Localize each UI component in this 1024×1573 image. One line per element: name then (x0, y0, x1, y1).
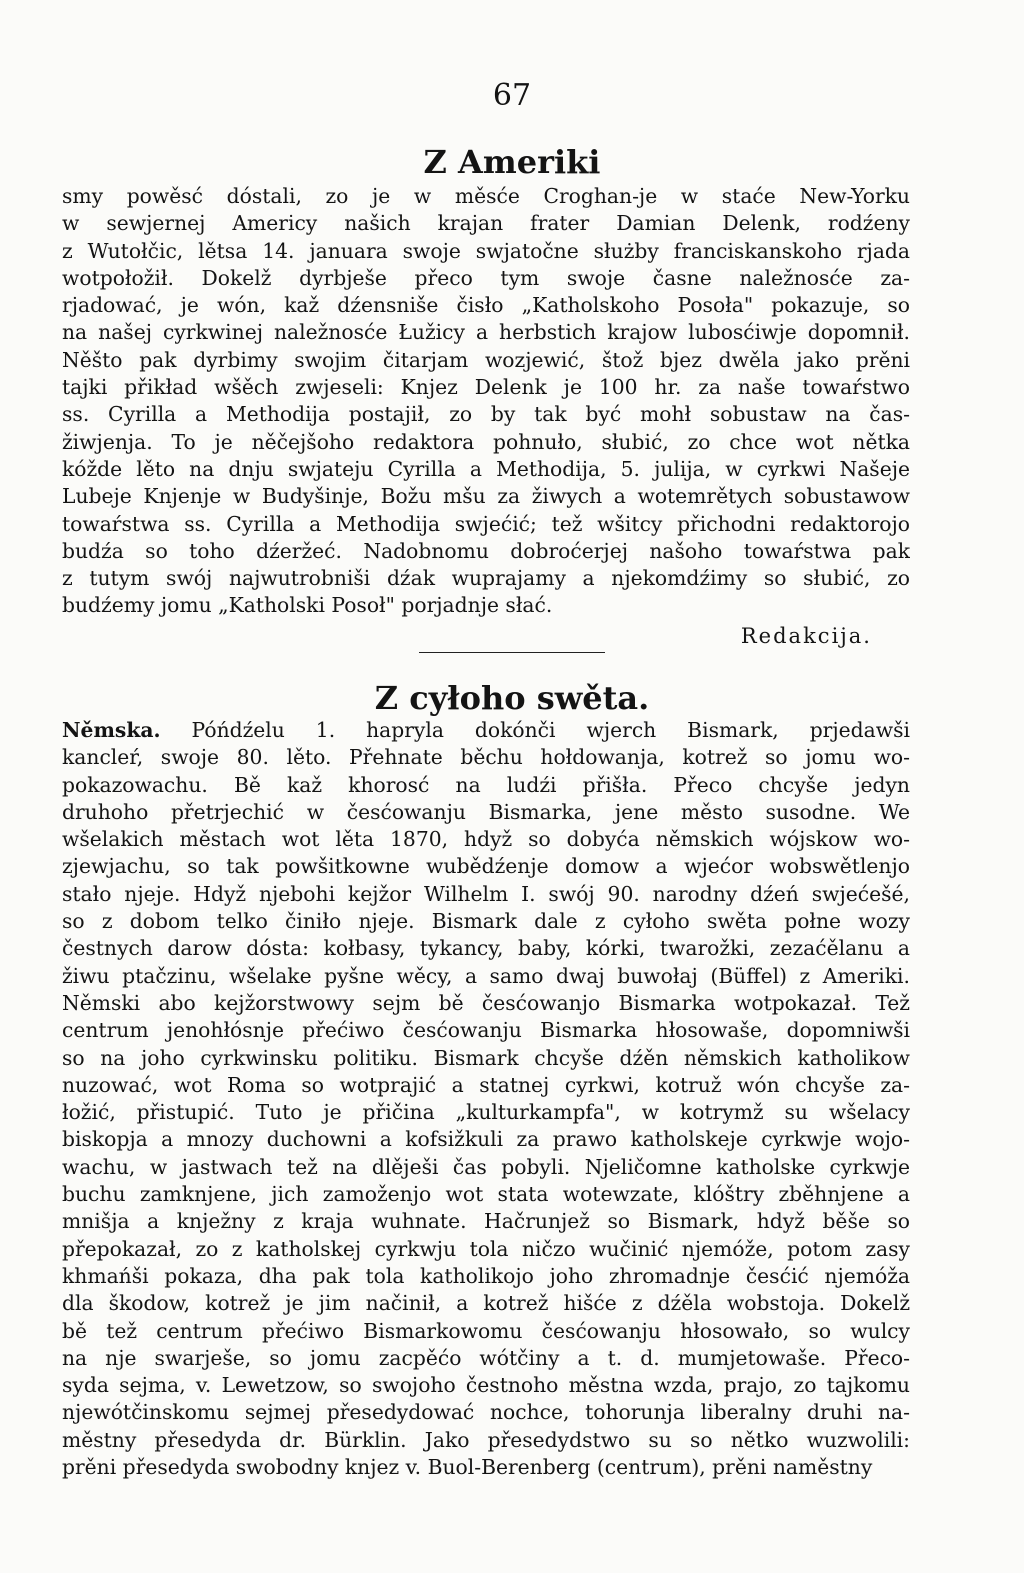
text-line (62, 717, 910, 744)
section-title-world: Z cyłoho swěta. (374, 679, 650, 717)
text-line: žiwu ptačzinu, wšelake pyšne wěcy, a samo dwaj buwołaj (Büffel) z Ameriki. (62, 963, 910, 988)
section-america-body (62, 183, 910, 620)
text-line: bě tež centrum přećiwo Bismarkowomu česćowanju hłosowało, so wulcy (62, 1318, 910, 1343)
text-line: łožić, přistupić. Tuto je přičina „kulturkampfa", w kotrymž su wšelacy (62, 1100, 910, 1125)
page-number: 67 (492, 78, 532, 113)
text-line: khmańši pokaza, dha pak tola katholikojo joho zhromadnje česćić njemóža (62, 1263, 910, 1288)
text-line: z Wutołčic, lětsa 14. januara swoje swjatočne służby franciskanskoho rjada (62, 238, 910, 263)
text-line: njewótčinskomu sejmej přesedydować nochce, tohorunja liberalny druhi na- (62, 1400, 910, 1425)
text-line: wotpołožił. Dokelž dyrbješe přeco tym swoje časne naležnosće za- (62, 265, 910, 290)
text-line: druhoho přetrjechić w česćowanju Bismarka, jene město susodne. We (62, 799, 910, 824)
text-line: buchu zamknjene, jich zamoženjo wot stata wotewzate, klóštry zběhnjene a (62, 1182, 910, 1207)
text-line: dla škodow, kotrež je jim načinił, a kotrež hišće z dźěla wobstoja. Dokelž (62, 1291, 910, 1316)
text-line: wachu, w jastwach tež na dlěješi čas pobyli. Njeličomne katholske cyrkwje (62, 1154, 910, 1179)
text-line: centrum jenohłósnje přećiwo česćowanju Bismarka hłosowaše, dopomniwši (62, 1018, 910, 1043)
text-line: na nje swarješe, so jomu zacpěćo wótčiny a t. d. mumjetowaše. Přeco- (62, 1345, 910, 1370)
text-line: nuzować, wot Roma so wotprajić a statnej cyrkwi, kotruž wón chcyše za- (62, 1072, 910, 1097)
text-line: syda sejma, v. Lewetzow, so swojoho čestnoho městna wzda, prajo, zo tajkomu (62, 1373, 910, 1398)
text-line: biskopja a mnozy duchowni a kofsižkuli za prawo katholskeje cyrkwje wojo- (62, 1127, 910, 1152)
text-line: stało njeje. Hdyž njebohi kejžor Wilhelm I. swój 90. narodny dźeń swjećešé, (62, 881, 910, 906)
section-world-body (62, 717, 910, 1481)
text-line-rest: Póńdźelu 1. hapryla dokónči wjerch Bismark, prjedawši (160, 718, 910, 742)
text-line: Něšto pak dyrbimy swojim čitarjam wozjewić, štož bjez dwěla jako prěni (62, 347, 910, 372)
text-line: mnišja a knježny z kraja wuhnate. Hačrunjež so Bismark, hdyž běše so (62, 1209, 910, 1234)
country-heading: Němska. (62, 718, 161, 742)
text-line: rjadować, je wón, kaž dźensniše čisło „Katholskoho Posoła" pokazuje, so (62, 293, 910, 318)
text-line: čestnych darow dósta: kołbasy, tykancy, baby, kórki, twarožki, zezaćělanu a (62, 936, 910, 961)
text-line: so z dobom telko činiło njeje. Bismark dale z cyłoho swěta połne wozy (62, 909, 910, 934)
text-line: smy powěsć dóstali, zo je w měsće Croghan-je w staće New-Yorku (62, 184, 910, 208)
text-line: kóžde lěto na dnju swjateju Cyrilla a Methodija, 5. julija, w cyrkwi Našeje (62, 456, 910, 481)
text-line: ss. Cyrilla a Methodija postajił, zo by tak być mohł sobustaw na čas- (62, 402, 910, 427)
section-divider (419, 652, 605, 653)
text-line: žiwjenja. To je něčejšoho redaktora pohnuło, słubić, zo chce wot nětka (62, 429, 910, 454)
text-line: Němski abo kejžorstwowy sejm bě česćowanjo Bismarka wotpokazał. Tež (62, 990, 910, 1015)
text-line: tajki přikład wšěch zwjeseli: Knjez Delenk je 100 hr. za naše towaŕstwo (62, 375, 910, 400)
text-line: w sewjernej Americy našich krajan frater Damian Delenk, rodźeny (62, 211, 910, 236)
text-line: městny přesedyda dr. Bürklin. Jako přesedydstwo su so nětko wuzwolili: (62, 1427, 910, 1452)
text-line: budźemy jomu „Katholski Posoł" porjadnje słać. (62, 593, 553, 618)
text-line: prěni přesedyda swobodny knjez v. Buol-Berenberg (centrum), prěni naměstny (62, 1455, 873, 1480)
text-line: přepokazał, zo z katholskej cyrkwju tola ničzo wučinić njemóže, potom zasy (62, 1236, 910, 1261)
text-line: Lubeje Knjenje w Budyšinje, Božu mšu za žiwych a wotemrětych sobustawow (62, 484, 910, 509)
text-line: towaŕstwa ss. Cyrilla a Methodija swjećić; tež wšitcy přichodni redaktorojo (62, 511, 910, 536)
text-line: wšelakich městach wot lěta 1870, hdyž so dobyća němskich wójskow wo- (62, 827, 910, 852)
text-line: zjewjachu, so tak powšitkowne wubědźenje domow a wjećor wobswětlenjo (62, 854, 910, 879)
text-line: budźa so toho dźeržeć. Nadobnomu dobroćerjej našoho towaŕstwa pak (62, 538, 910, 563)
section-title-america: Z Ameriki (423, 143, 601, 181)
text-line: kancleŕ, swoje 80. lěto. Přehnate běchu hołdowanja, kotrež so jomu wo- (62, 745, 910, 770)
text-line: so na joho cyrkwinsku politiku. Bismark chcyše dźěn němskich katholikow (62, 1045, 910, 1070)
text-line: z tutym swój najwutrobniši dźak wuprajamy a njekomdźimy so słubić, zo (62, 566, 910, 591)
signature: Redakcija. (740, 624, 872, 648)
text-line: pokazowachu. Bě kaž khorosć na ludźi přišła. Přeco chcyše jedyn (62, 772, 910, 797)
text-line: na našej cyrkwinej naležnosće Łužicy a herbstich krajow lubosćiwje dopomnił. (62, 320, 910, 345)
